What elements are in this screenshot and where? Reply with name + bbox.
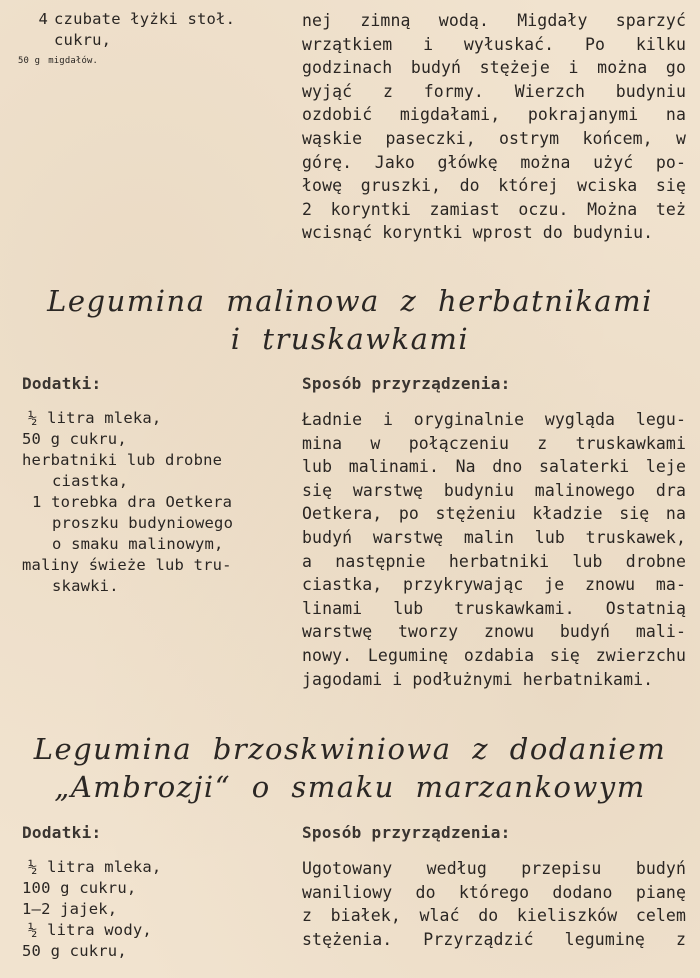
recipe2-title-line1: Legumina brzoskwiniowa z dodaniem: [33, 732, 667, 766]
text-line: lub malinami. Na dno salaterki leje: [302, 457, 686, 477]
text-line: godzinach budyń stężeje i można go: [302, 58, 686, 78]
text-line: górę. Jako główkę można użyć po-: [302, 152, 686, 172]
recipe1-title-line1: Legumina malinowa z herbatnikami: [47, 284, 653, 318]
text-line: linami lub truskawkami. Ostatnią: [302, 598, 686, 618]
ingredient-line: ciastka,: [52, 472, 129, 490]
ingredient-line: herbatniki lub drobne: [22, 451, 223, 469]
text-line: wcisnąć koryntki wprost do budyniu.: [302, 223, 654, 243]
recipe2-title-line2: „Ambrozji“ o smaku marzankowym: [54, 770, 646, 804]
ingredient-line: 4 czubate łyżki stoł.: [38, 10, 236, 28]
text-line: się warstwę budyniu malinowego dra: [302, 480, 686, 500]
ingredient-line: proszku budyniowego: [52, 514, 234, 532]
ingredient-line: 50 g migdałów.: [18, 56, 99, 66]
recipe2-ingredients-list: [22, 857, 284, 962]
ingredient-line: 1—2 jajek,: [22, 900, 118, 918]
text-line: nowy. Leguminę ozdabia się zwierzchu: [302, 645, 686, 665]
ingredient-line: ½ litra mleka,: [28, 858, 162, 876]
recipe2-title: [0, 730, 700, 806]
ingredient-line: o smaku malinowym,: [52, 535, 224, 553]
text-line: jagodami i podłużnymi herbatnikami.: [302, 669, 654, 689]
text-line: stężenia. Przyrządzić leguminę z: [302, 929, 686, 949]
text-line: ciastka, przykrywając je znowu ma-: [302, 575, 686, 595]
text-line: wrzątkiem i wyłuskać. Po kilku: [302, 34, 686, 54]
recipe2-method-text: [302, 857, 686, 951]
ingredient-line: 100 g cukru,: [22, 879, 137, 897]
text-line: ozdobić migdałami, pokrajanymi na: [302, 105, 686, 125]
text-line: mina w połączeniu z truskawkami: [302, 433, 686, 453]
text-line: Oetkera, po stężeniu kładzie się na: [302, 504, 686, 524]
text-line: Ugotowany według przepisu budyń: [302, 859, 686, 878]
ingredient-line: maliny świeże lub tru-: [22, 556, 232, 574]
recipe1-ingredients-label: Dodatki:: [22, 374, 102, 393]
recipe2-method-label: Sposób przyrządzenia:: [302, 823, 511, 842]
text-line: łowę gruszki, do której wciska się: [302, 176, 686, 196]
top-ingredients-list: [18, 9, 284, 72]
recipe1-method-text: [302, 408, 686, 691]
ingredient-line: ½ litra mleka,: [28, 409, 162, 427]
text-line: Ładnie i oryginalnie wygląda legu-: [302, 410, 686, 429]
text-line: waniliowy do którego dodano pianę: [302, 882, 686, 902]
text-line: wyjąć z formy. Wierzch budyniu: [302, 81, 686, 101]
ingredient-line: 1 torebka dra Oetkera: [32, 493, 233, 511]
recipe2-ingredients-label: Dodatki:: [22, 823, 102, 842]
ingredient-line: 50 g cukru,: [22, 942, 127, 960]
ingredient-line: skawki.: [52, 577, 119, 595]
ingredient-line: 50 g cukru,: [22, 430, 127, 448]
ingredient-line: cukru,: [54, 31, 112, 49]
ingredient-line: ½ litra wody,: [28, 921, 152, 939]
text-line: a następnie herbatniki lub drobne: [302, 551, 686, 571]
text-line: nej zimną wodą. Migdały sparzyć: [302, 11, 686, 30]
recipe1-method-label: Sposób przyrządzenia:: [302, 374, 511, 393]
recipe1-title-line2: i truskawkami: [230, 322, 470, 356]
recipe1-title: [0, 282, 700, 358]
recipe1-ingredients-list: [22, 408, 284, 597]
top-method-text: [302, 9, 686, 245]
text-line: z białek, wlać do kieliszków celem: [302, 906, 686, 926]
text-line: budyń warstwę malin lub truskawek,: [302, 527, 686, 547]
text-line: warstwę tworzy znowu budyń mali-: [302, 622, 686, 642]
text-line: wąskie paseczki, ostrym końcem, w: [302, 128, 686, 148]
text-line: 2 koryntki zamiast oczu. Można też: [302, 199, 686, 219]
